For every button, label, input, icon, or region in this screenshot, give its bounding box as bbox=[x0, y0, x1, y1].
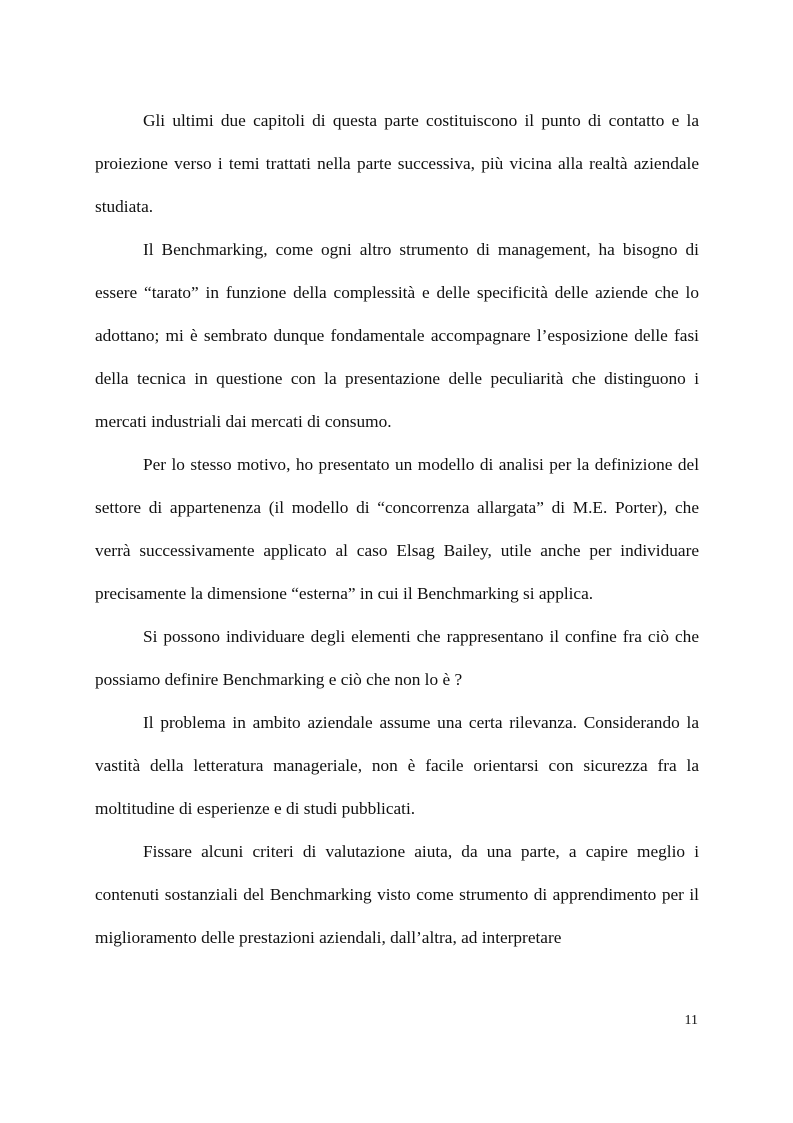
paragraph-4: Si possono individuare degli elementi che rappresentano il confine fra ciò che possiamo definire Benchmarking e ciò che non lo è ? bbox=[95, 627, 699, 689]
paragraph-1: Gli ultimi due capitoli di questa parte costituiscono il punto di contatto e la proiezione verso i temi trattati nella parte successiva, più vicina alla realtà aziendale studiata. bbox=[95, 111, 699, 216]
paragraph-3: Per lo stesso motivo, ho presentato un modello di analisi per la definizione del settore di appartenenza (il modello di “concorrenza allargata” di M.E. Porter), che verrà successivamente applicato al caso Elsag Bailey, utile anche per individuare precisamente la dimensione “esterna” in cui il Benchmarking si applica. bbox=[95, 455, 699, 603]
body-text bbox=[95, 99, 699, 959]
paragraph-6: Fissare alcuni criteri di valutazione aiuta, da una parte, a capire meglio i contenuti sostanziali del Benchmarking visto come strumento di apprendimento per il miglioramento delle prestazioni aziendali, dall’altra, ad interpretare bbox=[95, 842, 699, 947]
page-number: 11 bbox=[684, 1013, 698, 1028]
paragraph-2: Il Benchmarking, come ogni altro strumento di management, ha bisogno di essere “tarato” in funzione della complessità e delle specificità delle aziende che lo adottano; mi è sembrato dunque fondamentale accompagnare l’esposizione delle fasi della tecnica in questione con la presentazione delle peculiarità che distinguono i mercati industriali dai mercati di consumo. bbox=[95, 240, 699, 431]
paragraph-5: Il problema in ambito aziendale assume una certa rilevanza. Considerando la vastità della letteratura manageriale, non è facile orientarsi con sicurezza fra la moltitudine di esperienze e di studi pubblicati. bbox=[95, 713, 699, 818]
